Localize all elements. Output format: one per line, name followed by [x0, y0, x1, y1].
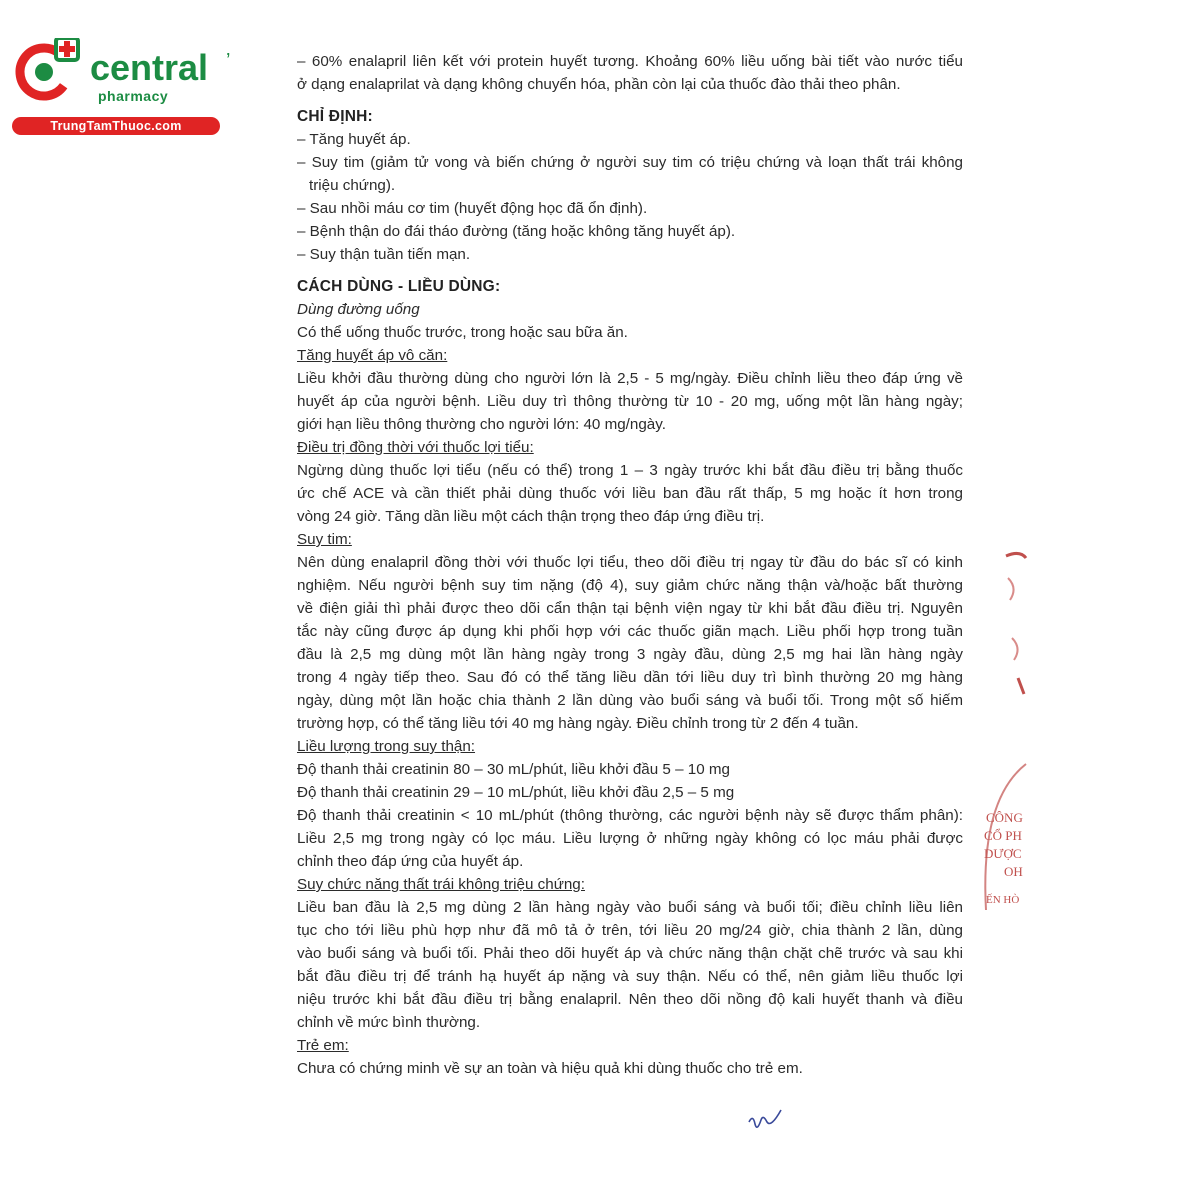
intro-line: – 60% enalapril liên kết với protein huyết tương. Khoảng 60% liều uống bài tiết vào nước tiểu [297, 53, 963, 70]
paragraph-line: tục cho tới liều phù hợp như đã mô tả ở trên, tới liều 20 mg/24 giờ, chia thành 2 lần, dùng [297, 922, 963, 939]
indication-item: – Suy tim (giảm tử vong và biến chứng ở người suy tim có triệu chứng và loạn thất trái không [297, 154, 963, 171]
website-banner: TrungTamThuoc.com [12, 117, 220, 135]
dosage-note: Có thể uống thuốc trước, trong hoặc sau bữa ăn. [297, 324, 628, 341]
paragraph-line: Liều khởi đầu thường dùng cho người lớn là 2,5 - 5 mg/ngày. Điều chỉnh liều theo đáp ứng về [297, 370, 963, 387]
indication-item: – Bệnh thận do đái tháo đường (tăng hoặc không tăng huyết áp). [297, 223, 736, 240]
paragraph-line: vòng 24 giờ. Tăng dần liều một cách thận trọng theo đáp ứng điều trị. [297, 508, 765, 525]
paragraph-line: chỉnh về mức bình thường. [297, 1014, 481, 1031]
brand-name: central [90, 47, 209, 88]
paragraph-line: nghiệm. Nếu người bệnh suy tim nặng (độ 4), suy giảm chức năng thận và/hoặc bất thường [297, 577, 963, 594]
indication-item: triệu chứng). [309, 177, 396, 194]
paragraph-line: ngày, dùng một lần hoặc chia thành 2 lần dùng vào buổi sáng và buổi tối. Trong một số hiếm [297, 692, 963, 709]
brand-mark: ’ [226, 50, 231, 72]
section-title-diuretic: Điều trị đồng thời với thuốc lợi tiểu: [297, 439, 534, 456]
stamp-text: CÔNG [986, 810, 1023, 825]
paragraph-line: chỉnh theo đáp ứng của huyết áp. [297, 853, 524, 870]
section-title-heart-failure: Suy tim: [297, 531, 352, 548]
paragraph-line: tắc này cũng được áp dụng khi phối hợp với các thuốc giãn mạch. Liều phối hợp trong tuần [297, 623, 963, 640]
section-title-hypertension: Tăng huyết áp vô căn: [297, 347, 448, 364]
paragraph-line: trong 4 ngày tiếp theo. Sau đó có thể tăng liều dần tới liều duy trì bình thường 20 mg hàng [297, 669, 963, 686]
brand-subtitle: pharmacy [98, 88, 169, 104]
paragraph-line: huyết áp của người bệnh. Liều duy trì thông thường từ 10 - 20 mg, uống một lần hàng ngày; [297, 393, 963, 410]
paragraph-line: Độ thanh thải creatinin 29 – 10 mL/phút, liều khởi đầu 2,5 – 5 mg [297, 784, 735, 801]
paragraph-line: Chưa có chứng minh về sự an toàn và hiệu quả khi dùng thuốc cho trẻ em. [297, 1060, 803, 1077]
paragraph-line: niệu trước khi bắt đầu điều trị bằng enalapril. Nên theo dõi nồng độ kali huyết thanh và điều [297, 991, 963, 1008]
section-title-children: Trẻ em: [297, 1037, 349, 1054]
paragraph-line: bắt đầu điều trị để tránh hạ huyết áp nặng và suy thận. Nếu có thể, nên giảm liều thuốc lợi [297, 968, 963, 985]
document-body [297, 50, 963, 1080]
intro-line: ở dạng enalaprilat và dạng không chuyển hóa, phần còn lại của thuốc đào thải theo phân. [297, 76, 901, 93]
section-title-lv-dysfunction: Suy chức năng thất trái không triệu chứng: [297, 876, 585, 893]
paragraph-line: đầu là 2,5 mg dùng một lần hàng ngày trong 3 ngày đầu, dùng 2,5 mg hai lần hàng ngày [297, 646, 963, 663]
stamp-ring-icon [978, 760, 1028, 920]
stamp-text: DƯỢC [984, 846, 1022, 861]
paragraph-line: về điện giải thì phải được theo dõi cẩn thận tại bệnh viện ngay từ khi bắt đầu điều trị. Nguyên [297, 600, 963, 617]
paragraph-line: vào buổi sáng và buổi tối. Phải theo dõi huyết áp và chức năng thận chặt chẽ trước và sau khi [297, 945, 963, 962]
indications-heading: CHỈ ĐỊNH: [297, 108, 373, 125]
stamp-edge-icon [1000, 548, 1030, 698]
section-title-renal: Liều lượng trong suy thận: [297, 738, 476, 755]
dosage-route: Dùng đường uống [297, 301, 420, 318]
central-pharmacy-logo-icon [10, 38, 90, 104]
stamp-text: OH [1004, 864, 1023, 879]
stamp-text: CỔ PH [984, 828, 1022, 843]
paragraph-line: Nên dùng enalapril đồng thời với thuốc lợi tiểu, theo dõi điều trị ngay từ đầu do bác sĩ có kinh [297, 554, 963, 571]
paragraph-line: giới hạn liều thông thường cho người lớn: 40 mg/ngày. [297, 416, 666, 433]
stamp-text: ẾN HÒ [986, 894, 1020, 906]
indication-item: – Suy thận tuần tiến mạn. [297, 246, 471, 263]
paragraph-line: Độ thanh thải creatinin < 10 mL/phút (thông thường, các người bệnh này sẽ được thẩm phân): [297, 807, 963, 824]
indication-item: – Sau nhồi máu cơ tim (huyết động học đã ổn định). [297, 200, 648, 217]
paragraph-line: ức chế ACE và cần thiết phải dùng thuốc với liều ban đầu rất thấp, 5 mg hoặc ít hơn trong [297, 485, 963, 502]
signature-icon [745, 1108, 785, 1136]
pharmacy-logo [10, 38, 231, 138]
paragraph-line: Liều 2,5 mg trong ngày có lọc máu. Liều lượng ở những ngày không có lọc máu phải được [297, 830, 963, 847]
paragraph-line: trường hợp, có thể tăng liều tới 40 mg hàng ngày. Điều chỉnh trong từ 2 đến 4 tuần. [297, 715, 859, 732]
paragraph-line: Ngừng dùng thuốc lợi tiểu (nếu có thể) trong 1 – 3 ngày trước khi bắt đầu điều trị bằng thuốc [297, 462, 963, 479]
dosage-heading: CÁCH DÙNG - LIỀU DÙNG: [297, 278, 501, 295]
indication-item: – Tăng huyết áp. [297, 131, 411, 148]
paragraph-line: Liều ban đầu là 2,5 mg dùng 2 lần hàng ngày vào buổi sáng và buổi tối; điều chỉnh liều liên [297, 899, 963, 916]
paragraph-line: Độ thanh thải creatinin 80 – 30 mL/phút, liều khởi đầu 5 – 10 mg [297, 761, 730, 778]
